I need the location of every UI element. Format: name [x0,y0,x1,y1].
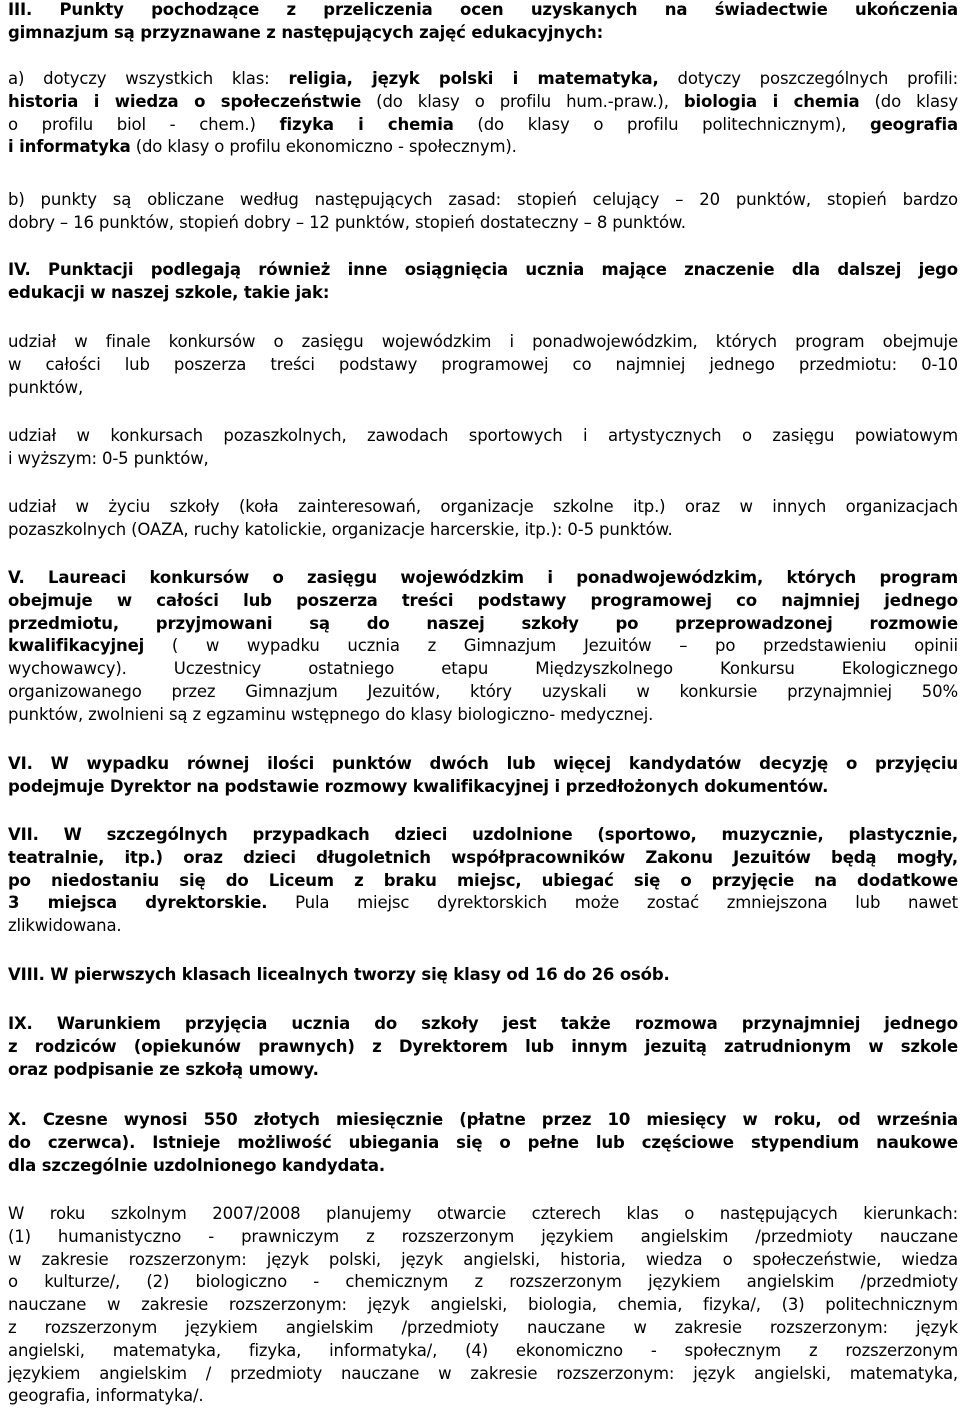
section-v-line-6: organizowanego przez Gimnazjum Jezuitów, który uzyskali w konkursie przynajmniej 50% [8,681,958,701]
section-v-line-2: obejmuje w całości lub poszerza treści podstawy programowej co najmniej jednego [8,590,958,610]
section-iv-heading-line-2: edukacji w naszej szkole, takie jak: [8,282,330,302]
section-iv-item-1 [8,331,958,399]
section-iv-item-3 [8,496,958,542]
final-line-7: angielski, matematyka, fizyka, informatyka/, (4) ekonomiczno - społecznym z rozszerzonym [8,1340,958,1360]
section-vii-line-5: zlikwidowana. [8,916,122,936]
section-iv-item-2-line-1: udział w konkursach pozaszkolnych, zawodach sportowych i artystycznych o zasięgu powiatowym [8,426,958,445]
section-vii [8,824,958,938]
section-vii-line-4: 3 miejsca dyrektorskie. Pula miejsc dyrektorskich może zostać zmniejszona lub nawet [8,893,958,913]
section-x-line-3: dla szczególnie uzdolnionego kandydata. [8,1155,386,1175]
point-a-line-3: o profilu biol - chem.) fizyka i chemia (do klasy o profilu politechnicznym), geografia [8,114,958,134]
section-iii [8,0,958,45]
section-iv-heading [8,259,958,305]
section-vii-line-1: VII. W szczególnych przypadkach dzieci uzdolnione (sportowo, muzycznie, plastycznie, [8,825,958,844]
section-iv-heading-line-1: IV. Punktacji podlegają również inne osiągnięcia ucznia mające znaczenie dla dalszej jego [8,260,958,279]
section-vii-line-3: po niedostaniu się do Liceum z braku miejsc, ubiegać się o przyjęcie na dodatkowe [8,870,958,890]
final-line-5: nauczane w zakresie rozszerzonym: język angielski, biologia, chemia, fizyka/, (3) politechnicznym [8,1295,958,1315]
section-iv-item-1-line-2: w całości lub poszerza treści podstawy programowej co najmniej jednego przedmiotu: 0-10 [8,354,958,374]
section-iv-item-1-line-3: punktów, [8,377,84,397]
section-v-line-7: punktów, zwolnieni są z egzaminu wstępnego do klasy biologiczno- medycznej. [8,704,654,724]
section-iii-heading-line-1: III. Punkty pochodzące z przeliczenia ocen uzyskanych na świadectwie ukończenia [8,0,958,19]
section-vi-line-1: VI. W wypadku równej ilości punktów dwóch lub więcej kandydatów decyzję o przyjęciu [8,754,958,773]
final-paragraph [8,1203,958,1408]
section-iii-point-a [8,68,958,159]
final-line-8: językiem angielskim / przedmioty nauczane w zakresie rozszerzonym: język angielski, matematyka, [8,1363,958,1383]
section-ix-line-1: IX. Warunkiem przyjęcia ucznia do szkoły jest także rozmowa przynajmniej jednego [8,1014,958,1033]
section-iii-heading-line-2: gimnazjum są przyznawane z następujących zajęć edukacyjnych: [8,22,604,42]
section-vii-line-2: teatralnie, itp.) oraz dzieci długoletnich współpracowników Zakonu Jezuitów będą mogły, [8,847,958,867]
section-ix-line-2: z rodziców (opiekunów prawnych) z Dyrektorem lub innym jezuitą zatrudnionym w szkole [8,1036,958,1056]
section-v-line-1: V. Laureaci konkursów o zasięgu wojewódzkim i ponadwojewódzkim, których program [8,568,958,587]
section-v-line-3: przedmiotu, przyjmowani są do naszej szkoły po przeprowadzonej rozmowie [8,613,958,633]
section-iii-point-b [8,189,958,235]
final-line-4: o kulturze/, (2) biologiczno - chemicznym z rozszerzonym językiem angielskim /przedmioty [8,1272,958,1292]
section-iv-item-2-line-2: i wyższym: 0-5 punktów, [8,448,209,468]
final-line-9: geografia, informatyka/. [8,1386,204,1406]
section-vi-line-2: podejmuje Dyrektor na podstawie rozmowy kwalifikacyjnej i przedłożonych dokumentów. [8,776,829,796]
section-iv-item-2 [8,425,958,471]
section-x-line-2: do czerwca). Istnieje możliwość ubiegania się o pełne lub częściowe stypendium naukowe [8,1132,958,1152]
section-viii-line-1: VIII. W pierwszych klasach licealnych tworzy się klasy od 16 do 26 osób. [8,965,670,984]
point-a-line-2: historia i wiedza o społeczeństwie (do klasy o profilu hum.-praw.), biologia i chemia (do klasy [8,91,958,111]
section-v-line-4: kwalifikacyjnej ( w wypadku ucznia z Gimnazjum Jezuitów – po przedstawieniu opinii [8,636,958,656]
section-x-line-1: X. Czesne wynosi 550 złotych miesięcznie (płatne przez 10 miesięcy w roku, od września [8,1110,958,1129]
section-iv-item-3-line-1: udział w życiu szkoły (koła zainteresowań, organizacje szkolne itp.) oraz w innych organizacjach [8,497,958,516]
point-a-line-1: a) dotyczy wszystkich klas: religia, język polski i matematyka, dotyczy poszczególnych profili: [8,69,958,88]
section-v-line-5: wychowawcy). Uczestnicy ostatniego etapu Międzyszkolnego Konkursu Ekologicznego [8,659,958,679]
final-line-6: z rozszerzonym językiem angielskim /przedmioty nauczane w zakresie rozszerzonym: język [8,1317,958,1337]
point-b-line-1: b) punkty są obliczane według następujących zasad: stopień celujący – 20 punktów, stopień bardzo [8,190,958,209]
section-viii [8,964,958,987]
final-line-3: w zakresie rozszerzonym: język polski, język angielski, historia, wiedza o społeczeństwie, wiedza [8,1249,958,1269]
section-x [8,1109,958,1177]
final-line-1: W roku szkolnym 2007/2008 planujemy otwarcie czterech klas o następujących kierunkach: [8,1204,958,1223]
final-line-2: (1) humanistyczno - prawniczym z rozszerzonym językiem angielskim /przedmioty nauczane [8,1226,958,1246]
section-ix [8,1013,958,1081]
section-ix-line-3: oraz podpisanie ze szkołą umowy. [8,1059,319,1079]
section-v [8,567,958,727]
point-a-line-4: i informatyka (do klasy o profilu ekonomiczno - społecznym). [8,137,517,157]
section-iv-item-3-line-2: pozaszkolnych (OAZA, ruchy katolickie, organizacje harcerskie, itp.): 0-5 punktów. [8,519,673,539]
section-iv-item-1-line-1: udział w finale konkursów o zasięgu wojewódzkim i ponadwojewódzkim, których program obejmuje [8,332,958,351]
point-b-line-2: dobry – 16 punktów, stopień dobry – 12 punktów, stopień dostateczny – 8 punktów. [8,212,686,232]
section-vi [8,753,958,799]
